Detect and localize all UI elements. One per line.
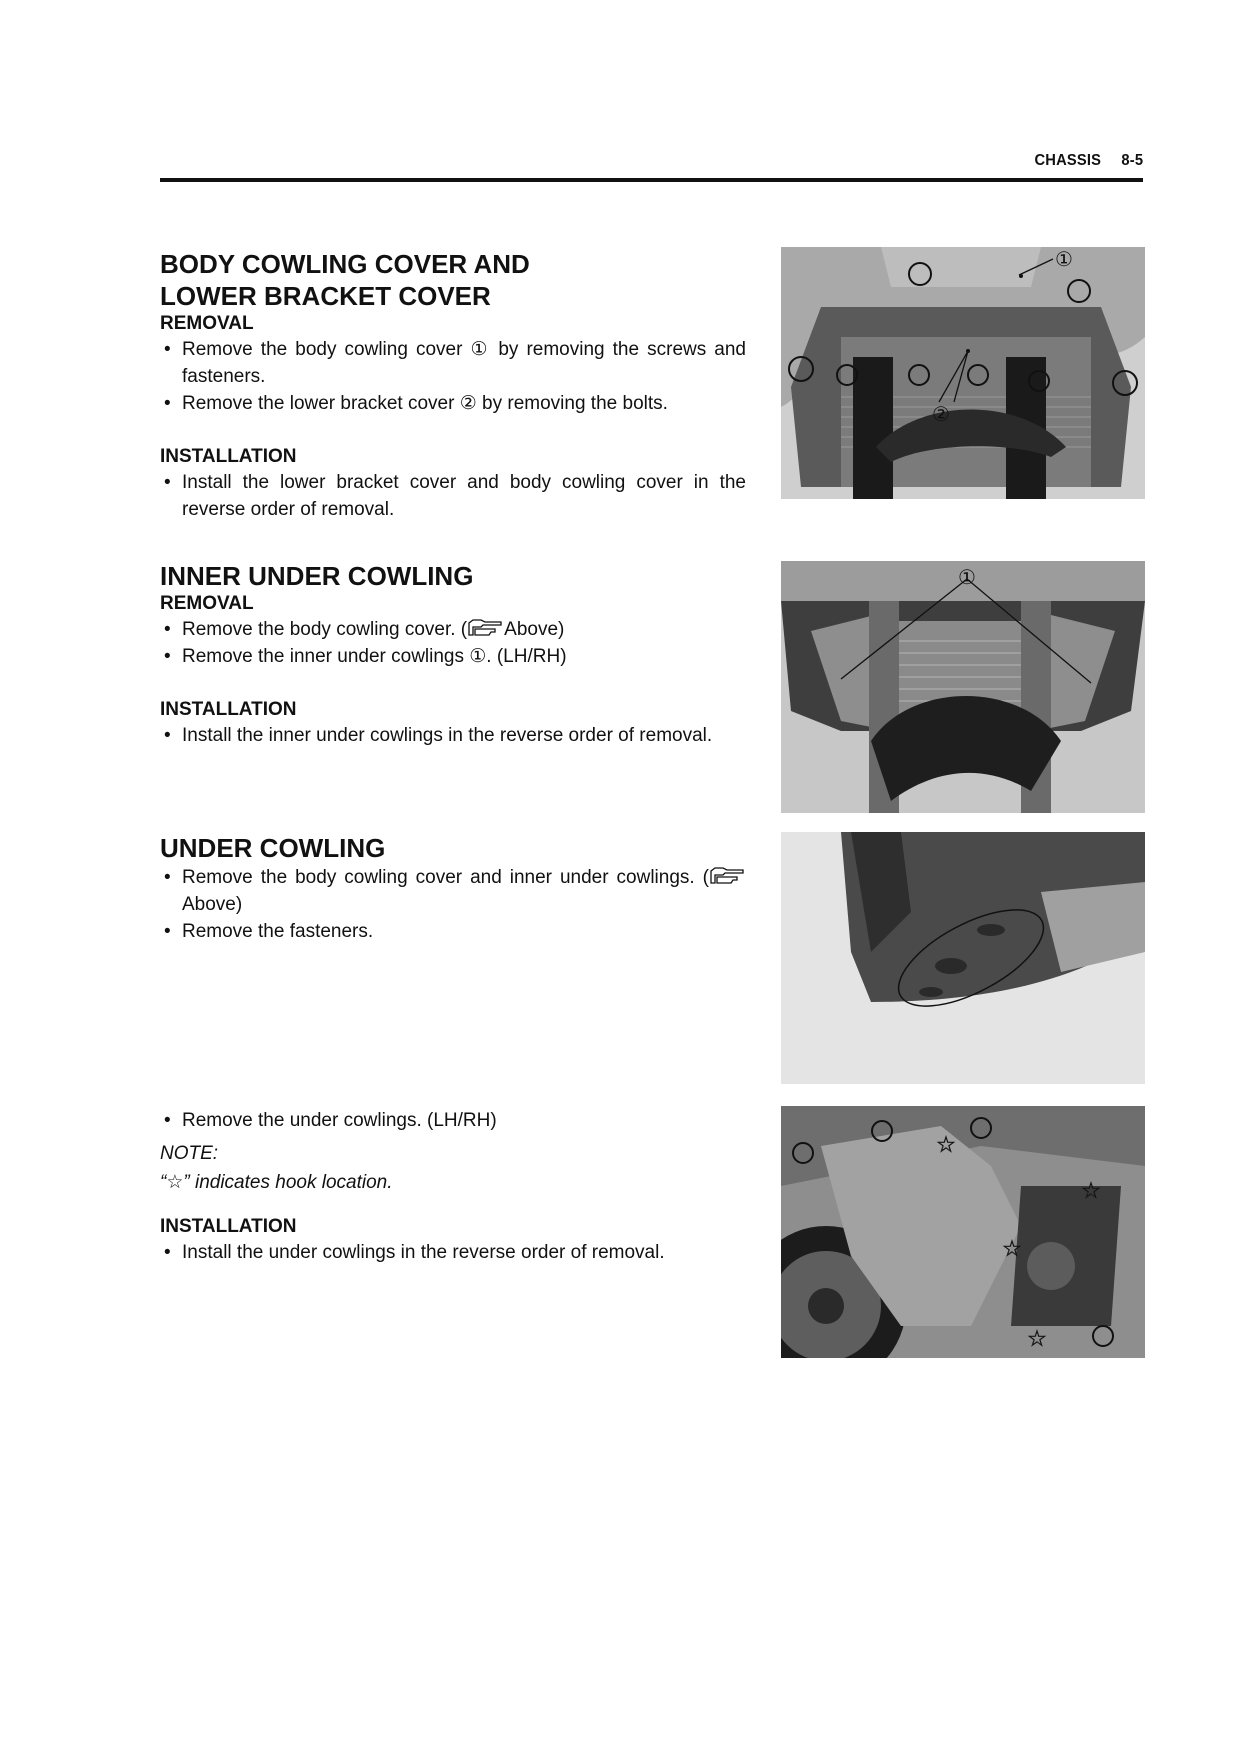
note-text — [160, 1168, 746, 1197]
installation-steps — [160, 1239, 746, 1266]
installation-step: • Install the under cowlings in the reverse order of removal. — [160, 1239, 746, 1266]
removal-step: • Remove the inner under cowlings ①. (LH/RH) — [160, 643, 746, 670]
removal-steps — [160, 1107, 746, 1134]
page-header — [160, 150, 1143, 182]
installation-heading: INSTALLATION — [160, 446, 297, 467]
photo-inner-under-cowling — [781, 561, 1145, 813]
photo-under-cowling-hooks — [781, 1106, 1145, 1358]
photo-graphic — [781, 1106, 1145, 1358]
section-title-line-1: BODY COWLING COVER AND — [160, 249, 530, 279]
section-title-line-2: LOWER BRACKET COVER — [160, 281, 491, 311]
reference-text: Above) — [504, 619, 565, 640]
photo-graphic — [781, 247, 1145, 499]
header-section: CHASSIS — [1034, 152, 1101, 169]
hook-star-icon: ☆ — [1081, 1179, 1101, 1204]
callout-2: ② — [932, 402, 950, 426]
step-text: Remove the body cowling cover and inner under cowlings. ( — [182, 867, 709, 888]
removal-step: • Remove the body cowling cover ① by removing the screws and fasteners. — [160, 336, 746, 390]
hook-star-icon: ☆ — [1002, 1237, 1022, 1262]
section-body-cowling-cover — [160, 248, 746, 523]
removal-steps — [160, 616, 746, 670]
star-icon: ☆ — [166, 1171, 184, 1193]
removal-steps — [160, 336, 746, 417]
callout-1: ① — [958, 565, 976, 589]
photo-graphic — [781, 832, 1145, 1084]
removal-step: • Remove the fasteners. — [160, 918, 746, 945]
section-title: UNDER COWLING — [160, 833, 386, 863]
note-text-body: ” indicates hook location. — [183, 1172, 393, 1193]
removal-heading: REMOVAL — [160, 313, 254, 334]
header-text — [1014, 152, 1143, 170]
section-under-cowling — [160, 832, 746, 945]
removal-step — [160, 864, 746, 918]
installation-steps — [160, 722, 746, 749]
removal-steps — [160, 864, 746, 945]
photo-graphic — [781, 561, 1145, 813]
installation-heading: INSTALLATION — [160, 1216, 297, 1237]
removal-step: • Remove the under cowlings. (LH/RH) — [160, 1107, 746, 1134]
hook-star-icon: ☆ — [936, 1133, 956, 1158]
installation-step: • Install the inner under cowlings in the reverse order of removal. — [160, 722, 746, 749]
photo-under-cowling-fasteners — [781, 832, 1145, 1084]
section-inner-under-cowling — [160, 560, 746, 749]
section-title: INNER UNDER COWLING — [160, 561, 474, 591]
step-text: Remove the body cowling cover. ( — [182, 619, 468, 640]
note-label: NOTE: — [160, 1143, 219, 1164]
reference-text: Above) — [182, 894, 243, 915]
removal-heading: REMOVAL — [160, 593, 254, 614]
pointing-hand-icon — [709, 867, 745, 885]
removal-step — [160, 616, 746, 643]
callout-1: ① — [1055, 247, 1073, 271]
hook-star-icon: ☆ — [1027, 1327, 1047, 1352]
installation-steps — [160, 469, 746, 523]
note-quote-open: “ — [160, 1172, 167, 1193]
removal-step: • Remove the lower bracket cover ② by removing the bolts. — [160, 390, 746, 417]
photo-body-cowling-cover — [781, 247, 1145, 499]
installation-step: • Install the lower bracket cover and body cowling cover in the reverse order of removal. — [160, 469, 746, 523]
section-under-cowling-continued — [160, 1107, 746, 1266]
pointing-hand-icon — [467, 619, 503, 637]
installation-heading: INSTALLATION — [160, 699, 297, 720]
header-page-number: 8-5 — [1121, 152, 1143, 169]
